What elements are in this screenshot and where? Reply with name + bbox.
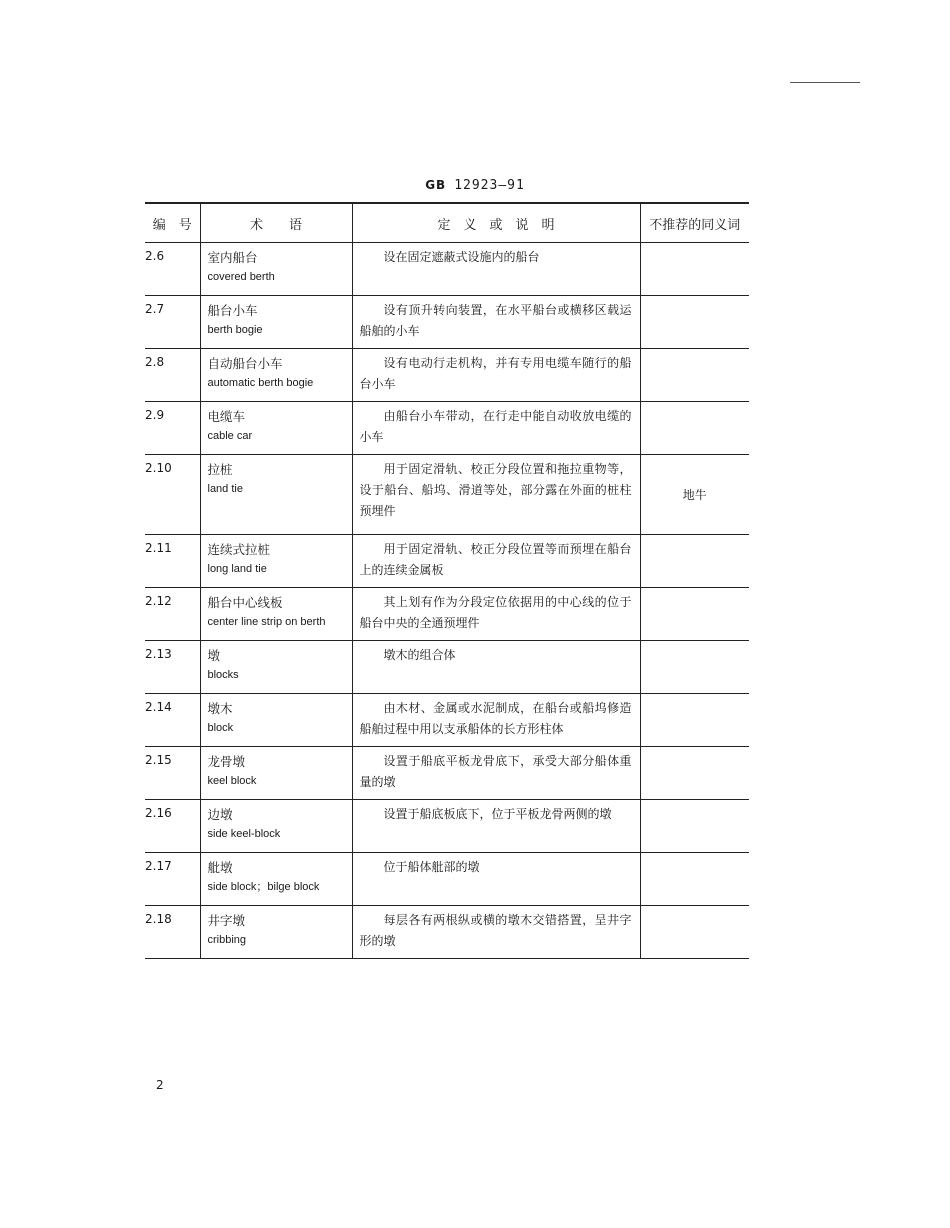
term-cell — [200, 535, 352, 588]
definition-cell: 其上划有作为分段定位依据用的中心线的位于船台中央的全通预埋件 — [352, 588, 640, 641]
synonym-cell — [640, 906, 749, 959]
term-english: long land tie — [207, 563, 267, 575]
term-cell — [200, 906, 352, 959]
term-chinese: 井字墩 — [207, 913, 246, 928]
definition-cell: 设有顶升转向装置，在水平船台或横移区载运船舶的小车 — [352, 296, 640, 349]
table-row — [145, 535, 749, 588]
header-term: 术 语 — [200, 203, 352, 243]
term-chinese: 自动船台小车 — [207, 356, 283, 371]
term-english: cable car — [207, 430, 253, 442]
term-chinese: 连续式拉桩 — [207, 542, 271, 557]
term-chinese: 墩木 — [207, 701, 233, 716]
table-row — [145, 747, 749, 800]
term-english: block — [207, 722, 234, 734]
row-number: 2.18 — [145, 906, 200, 959]
term-chinese: 室内船台 — [207, 250, 258, 265]
term-chinese: 拉桩 — [207, 462, 233, 477]
term-cell — [200, 296, 352, 349]
term-chinese: 舭墩 — [207, 860, 233, 875]
term-chinese: 墩 — [207, 648, 221, 663]
page-number: 2 — [156, 1078, 164, 1092]
standard-header — [0, 178, 950, 193]
term-english: side keel-block — [207, 828, 281, 840]
term-chinese: 电缆车 — [207, 409, 246, 424]
definition-cell: 由船台小车带动，在行走中能自动收放电缆的小车 — [352, 402, 640, 455]
term-cell — [200, 349, 352, 402]
synonym-cell — [640, 296, 749, 349]
synonym-cell — [640, 800, 749, 853]
term-cell — [200, 243, 352, 296]
row-number: 2.17 — [145, 853, 200, 906]
term-english: automatic berth bogie — [207, 377, 314, 389]
table-row — [145, 455, 749, 535]
header-definition: 定 义 或 说 明 — [352, 203, 640, 243]
term-english: side block；bilge block — [207, 881, 320, 893]
synonym-cell — [640, 535, 749, 588]
standard-prefix: GB — [425, 178, 447, 192]
definition-cell: 用于固定滑轨、校正分段位置等而预埋在船台上的连续金属板 — [352, 535, 640, 588]
term-cell — [200, 641, 352, 694]
row-number: 2.9 — [145, 402, 200, 455]
definition-cell: 用于固定滑轨、校正分段位置和拖拉重物等，设于船台、船坞、滑道等处，部分露在外面的桩柱预埋件 — [352, 455, 640, 535]
term-cell — [200, 588, 352, 641]
corner-rule — [790, 82, 860, 83]
term-english: berth bogie — [207, 324, 263, 336]
synonym-cell — [640, 694, 749, 747]
term-english: cribbing — [207, 934, 247, 946]
row-number: 2.10 — [145, 455, 200, 535]
definition-cell: 每层各有两根纵或横的墩木交错搭置，呈井字形的墩 — [352, 906, 640, 959]
term-chinese: 龙骨墩 — [207, 754, 246, 769]
term-cell — [200, 455, 352, 535]
row-number: 2.13 — [145, 641, 200, 694]
header-synonym: 不推荐的同义词 — [640, 203, 749, 243]
table-row — [145, 402, 749, 455]
definition-cell: 由木材、金属或水泥制成，在船台或船坞修造船舶过程中用以支承船体的长方形柱体 — [352, 694, 640, 747]
row-number: 2.12 — [145, 588, 200, 641]
row-number: 2.16 — [145, 800, 200, 853]
synonym-cell — [640, 853, 749, 906]
term-chinese: 船台小车 — [207, 303, 258, 318]
header-number: 编 号 — [145, 203, 200, 243]
table-row — [145, 906, 749, 959]
synonym-cell — [640, 747, 749, 800]
terminology-table — [145, 202, 749, 959]
term-cell — [200, 853, 352, 906]
table-row — [145, 243, 749, 296]
term-english: keel block — [207, 775, 257, 787]
definition-cell: 设置于船底平板龙骨底下，承受大部分船体重量的墩 — [352, 747, 640, 800]
table-row — [145, 853, 749, 906]
row-number: 2.15 — [145, 747, 200, 800]
row-number: 2.14 — [145, 694, 200, 747]
definition-cell: 设置于船底板底下，位于平板龙骨两侧的墩 — [352, 800, 640, 853]
synonym-cell — [640, 243, 749, 296]
term-english: covered berth — [207, 271, 275, 283]
definition-cell: 墩木的组合体 — [352, 641, 640, 694]
synonym-cell: 地牛 — [640, 455, 749, 535]
synonym-cell — [640, 588, 749, 641]
standard-number: 12923—91 — [454, 178, 525, 193]
synonym-cell — [640, 402, 749, 455]
row-number: 2.8 — [145, 349, 200, 402]
term-english: center line strip on berth — [207, 616, 326, 628]
term-english: land tie — [207, 483, 243, 495]
term-chinese: 边墩 — [207, 807, 233, 822]
synonym-cell — [640, 641, 749, 694]
term-cell — [200, 402, 352, 455]
table-row — [145, 800, 749, 853]
table-row — [145, 694, 749, 747]
table-row — [145, 588, 749, 641]
definition-cell: 设有电动行走机构，并有专用电缆车随行的船台小车 — [352, 349, 640, 402]
definition-cell: 位于船体舭部的墩 — [352, 853, 640, 906]
table-row — [145, 349, 749, 402]
term-cell — [200, 800, 352, 853]
term-english: blocks — [207, 669, 239, 681]
row-number: 2.6 — [145, 243, 200, 296]
table-row — [145, 296, 749, 349]
term-chinese: 船台中心线板 — [207, 595, 283, 610]
term-cell — [200, 694, 352, 747]
table-header-row — [145, 203, 749, 243]
table-row — [145, 641, 749, 694]
term-cell — [200, 747, 352, 800]
definition-cell: 设在固定遮蔽式设施内的船台 — [352, 243, 640, 296]
row-number: 2.11 — [145, 535, 200, 588]
row-number: 2.7 — [145, 296, 200, 349]
synonym-cell — [640, 349, 749, 402]
